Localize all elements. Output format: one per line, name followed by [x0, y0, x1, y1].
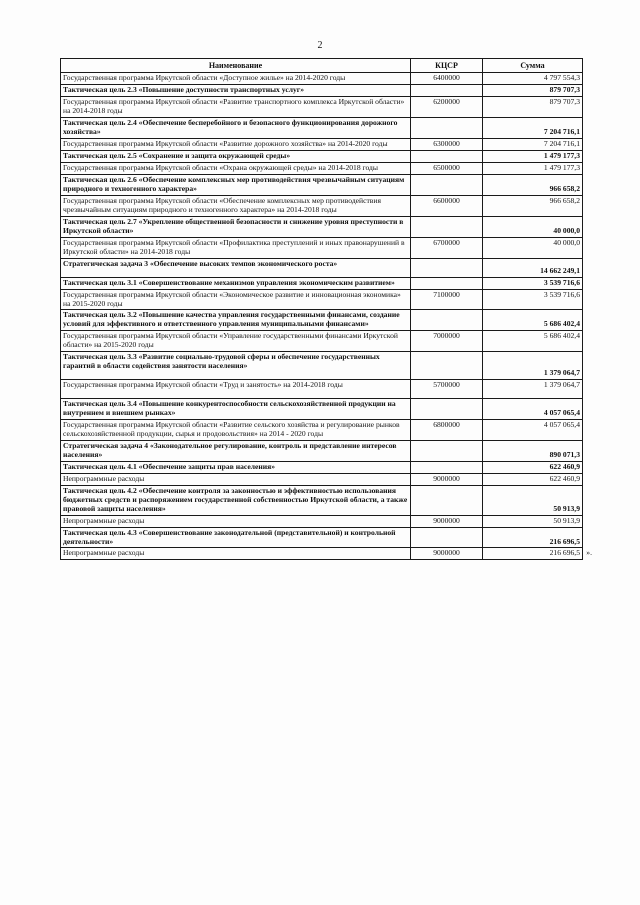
row-sum [483, 461, 583, 473]
row-name: Тактическая цель 3.2 «Повышение качества управления государственными финансами, создание условий для эффективного и ответственного управления муниципальными финансами» [61, 310, 411, 331]
row-name: Непрограммные расходы [61, 515, 411, 527]
row-sum [483, 485, 583, 515]
row-sum-value: 1 379 064,7 [543, 380, 580, 390]
row-name: Тактическая цель 2.4 «Обеспечение бесперебойного и безопасного функционирования дорожного хозяйства» [61, 118, 411, 139]
row-kcsr: 5700000 [411, 380, 483, 399]
row-sum-value: 622 460,9 [549, 461, 580, 471]
row-name: Стратегическая задача 3 «Обеспечение высоких темпов экономического роста» [61, 258, 411, 277]
row-sum [483, 163, 583, 175]
row-name: Государственная программа Иркутской области «Доступное жилье» на 2014-2020 годы [61, 73, 411, 85]
table-row [61, 237, 583, 258]
row-name: Тактическая цель 4.1 «Обеспечение защиты прав населения» [61, 461, 411, 473]
table-row [61, 151, 583, 163]
row-sum-value: 1 479 177,3 [543, 151, 580, 161]
table-row [61, 331, 583, 352]
row-kcsr [411, 175, 483, 196]
table-row [61, 461, 583, 473]
row-kcsr: 6800000 [411, 420, 483, 441]
budget-table [60, 58, 592, 560]
row-sum [483, 440, 583, 461]
row-sum-value: 1 479 177,3 [543, 163, 580, 173]
header-name: Наименование [61, 59, 411, 73]
row-sum-value: 1 379 064,7 [543, 368, 580, 378]
table-row [61, 73, 583, 85]
row-sum [483, 258, 583, 277]
row-kcsr: 6200000 [411, 97, 483, 118]
row-name: Тактическая цель 2.6 «Обеспечение комплексных мер противодействия чрезвычайным ситуациям природного и техногенного характера» [61, 175, 411, 196]
row-name: Государственная программа Иркутской области «Труд и занятость» на 2014-2018 годы [61, 380, 411, 399]
row-kcsr [411, 85, 483, 97]
row-sum [483, 175, 583, 196]
row-sum [483, 73, 583, 85]
row-name: Тактическая цель 2.3 «Повышение доступности транспортных услуг» [61, 85, 411, 97]
row-name: Стратегическая задача 4 «Законодательное регулирование, контроль и представление интересов населения» [61, 440, 411, 461]
table-row [61, 310, 583, 331]
table-row [61, 399, 583, 420]
row-name: Государственная программа Иркутской области «Экономическое развитие и инновационная экономика» на 2015-2020 годы [61, 289, 411, 310]
row-sum [483, 515, 583, 527]
row-sum [483, 399, 583, 420]
row-sum-value: 879 707,3 [549, 97, 580, 107]
row-name: Государственная программа Иркутской области «Обеспечение комплексных мер противодействия чрезвычайным ситуациям природного и техногенного характера» на 2014-2018 годы [61, 195, 411, 216]
table-row [61, 527, 583, 548]
row-sum-value: 7 204 716,1 [543, 139, 580, 149]
row-sum [483, 289, 583, 310]
row-sum [483, 527, 583, 548]
row-sum-value: 4 057 065,4 [543, 420, 580, 430]
row-kcsr [411, 399, 483, 420]
row-kcsr: 7000000 [411, 331, 483, 352]
header-sum: Сумма [483, 59, 583, 73]
row-kcsr: 6600000 [411, 195, 483, 216]
table-row [61, 85, 583, 97]
table-row [61, 277, 583, 289]
row-name: Государственная программа Иркутской области «Управление государственными финансами Иркутской области» на 2015-2020 годы [61, 331, 411, 352]
row-sum-value: 3 539 716,6 [543, 277, 580, 287]
row-name: Тактическая цель 4.3 «Совершенствование законодательной (представительной) и контрольной деятельности» [61, 527, 411, 548]
table-row [61, 163, 583, 175]
row-sum-value: 3 539 716,6 [543, 289, 580, 299]
row-sum-value: 40 000,0 [553, 237, 580, 247]
table-row [61, 195, 583, 216]
table-row [61, 97, 583, 118]
row-kcsr [411, 118, 483, 139]
header-kcsr: КЦСР [411, 59, 483, 73]
row-sum [483, 420, 583, 441]
row-sum-value: 40 000,0 [553, 225, 580, 235]
row-name: Государственная программа Иркутской области «Охрана окружающей среды» на 2014-2018 годы [61, 163, 411, 175]
row-sum [483, 85, 583, 97]
table-row [61, 440, 583, 461]
row-name: Государственная программа Иркутской области «Развитие дорожного хозяйства» на 2014-2020 годы [61, 139, 411, 151]
table-row [61, 139, 583, 151]
table-row [61, 258, 583, 277]
row-name: Тактическая цель 3.1 «Совершенствование механизмов управления экономическим развитием» [61, 277, 411, 289]
table-body [61, 73, 592, 560]
row-name: Тактическая цель 4.2 «Обеспечение контроля за законностью и эффективностью использования бюджетных средств и распоряжением государственной собственностью Иркутской области, а также правовой защиты населения» [61, 485, 411, 515]
row-sum [483, 216, 583, 237]
row-name: Тактическая цель 2.5 «Сохранение и защита окружающей среды» [61, 151, 411, 163]
row-name: Государственная программа Иркутской области «Развитие сельского хозяйства и регулирование рынков сельскохозяйственной продукции, сырья и продовольствия» на 2014 - 2020 годы [61, 420, 411, 441]
row-name: Тактическая цель 3.3 «Развитие социально-трудовой сферы и обеспечение государственных гарантий в области содействия занятости населения» [61, 352, 411, 380]
table-row [61, 289, 583, 310]
row-name: Государственная программа Иркутской области «Профилактика преступлений и иных правонарушений в Иркутской области» на 2014-2018 годы [61, 237, 411, 258]
row-kcsr: 7100000 [411, 289, 483, 310]
table-row [61, 485, 583, 515]
row-kcsr [411, 440, 483, 461]
row-sum-value: 216 696,5 [549, 536, 580, 546]
table-row [61, 380, 583, 399]
row-sum [483, 237, 583, 258]
row-sum [483, 352, 583, 380]
row-sum [483, 97, 583, 118]
row-name: Государственная программа Иркутской области «Развитие транспортного комплекса Иркутской области» на 2014-2018 годы [61, 97, 411, 118]
row-sum [483, 195, 583, 216]
table-row [61, 515, 583, 527]
row-sum [483, 380, 583, 399]
row-kcsr [411, 461, 483, 473]
row-sum-value: 14 662 249,1 [540, 265, 580, 275]
table-row [61, 548, 583, 560]
row-kcsr: 6400000 [411, 73, 483, 85]
row-name: Тактическая цель 2.7 «Укрепление общественной безопасности и снижение уровня преступности в Иркутской области» [61, 216, 411, 237]
page-number: 2 [317, 40, 323, 51]
row-sum [483, 331, 583, 352]
row-sum-value: 622 460,9 [549, 473, 580, 483]
row-name: Непрограммные расходы [61, 548, 411, 560]
row-kcsr [411, 277, 483, 289]
row-kcsr [411, 352, 483, 380]
row-sum-value: 7 204 716,1 [543, 127, 580, 137]
row-sum [483, 473, 583, 485]
row-kcsr [411, 310, 483, 331]
row-kcsr: 9000000 [411, 473, 483, 485]
row-sum [483, 548, 592, 560]
row-kcsr: 9000000 [411, 548, 483, 560]
row-kcsr: 6500000 [411, 163, 483, 175]
closing-quote-suffix: ». [586, 548, 592, 558]
row-sum [483, 139, 583, 151]
row-sum-value: 5 686 402,4 [543, 331, 580, 341]
row-sum-value: 50 913,9 [553, 515, 580, 525]
row-sum [483, 118, 583, 139]
row-sum [483, 310, 583, 331]
row-name: Тактическая цель 3.4 «Повышение конкурентоспособности сельскохозяйственной продукции на внутреннем и внешнем рынках» [61, 399, 411, 420]
row-kcsr: 9000000 [411, 515, 483, 527]
row-kcsr: 6300000 [411, 139, 483, 151]
row-kcsr [411, 527, 483, 548]
row-sum [483, 277, 583, 289]
row-sum [483, 151, 583, 163]
table-header-row [61, 59, 583, 73]
table-row [61, 118, 583, 139]
table-row [61, 175, 583, 196]
row-sum-value: 879 707,3 [549, 85, 580, 95]
table-row [61, 473, 583, 485]
row-sum-value: 890 071,3 [549, 449, 580, 459]
table-row [61, 420, 583, 441]
row-sum-value: 4 057 065,4 [543, 408, 580, 418]
table-row [61, 216, 583, 237]
row-kcsr: 6700000 [411, 237, 483, 258]
row-kcsr [411, 258, 483, 277]
row-kcsr [411, 151, 483, 163]
row-kcsr [411, 216, 483, 237]
row-sum-value: 4 797 554,3 [543, 73, 580, 83]
row-name: Непрограммные расходы [61, 473, 411, 485]
row-sum-value: 5 686 402,4 [543, 319, 580, 329]
row-sum-value: 216 696,5 [549, 548, 580, 558]
row-sum-value: 50 913,9 [553, 503, 580, 513]
table-row [61, 352, 583, 380]
row-sum-value: 966 658,2 [549, 195, 580, 205]
row-kcsr [411, 485, 483, 515]
row-sum-value: 966 658,2 [549, 183, 580, 193]
